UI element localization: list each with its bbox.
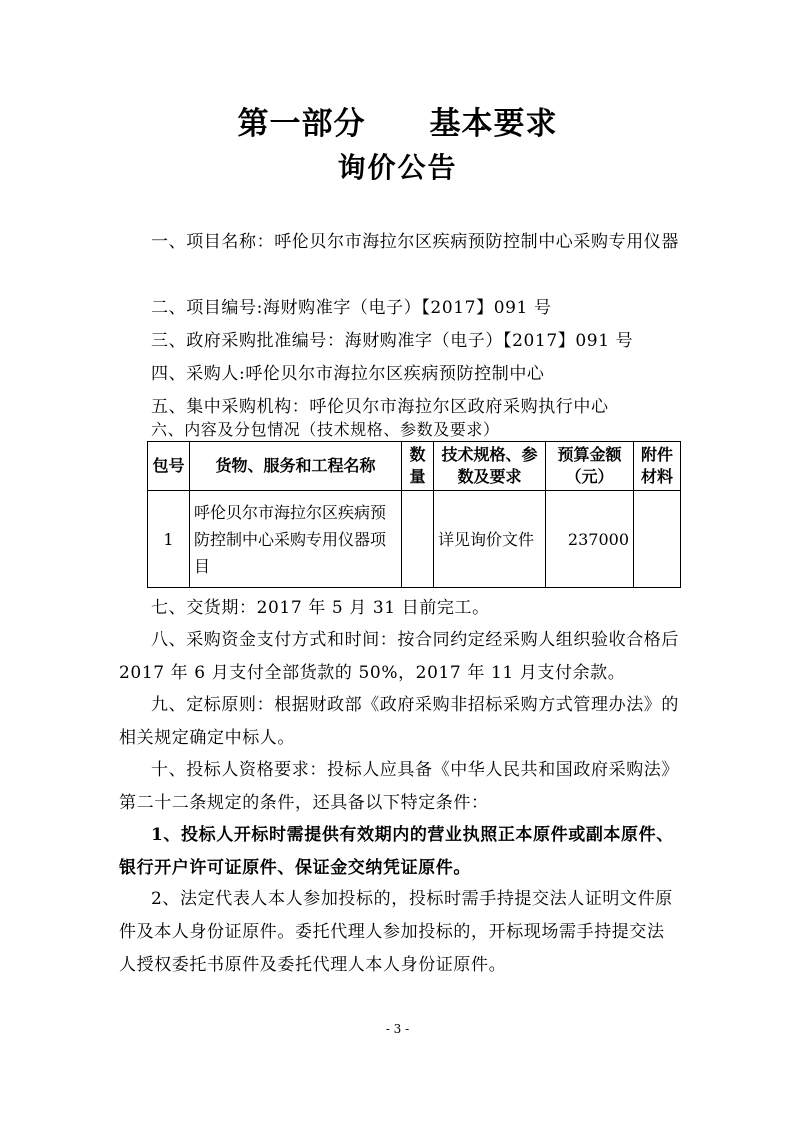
notice-title: 询价公告 (337, 151, 458, 184)
table-row (148, 491, 681, 588)
cell-package: 1 (148, 491, 190, 588)
bidder-qualification: 十、投标人资格要求：投标人应具备《中华人民共和国政府采购法》第二十二条规定的条件，还具备以下特定条件： (119, 760, 679, 813)
project-number: 二、项目编号:海财购准字（电子）【2017】091 号 (151, 298, 552, 318)
cell-attachments (634, 491, 681, 588)
approval-number: 三、政府采购批准编号：海财购准字（电子）【2017】091 号 (151, 331, 634, 351)
award-principle: 九、定标原则：根据财政部《政府采购非招标采购方式管理办法》的相关规定确定中标人。 (119, 695, 679, 748)
header-quantity: 数量 (402, 442, 434, 491)
requirement-2: 2、法定代表人本人参加投标的，投标时需手持提交法人证明文件原件及本人身份证原件。委托代理人参加投标的，开标现场需手持提交法人授权委托书原件及委托代理人本人身份证原件。 (119, 889, 673, 975)
part-title: 第一部分 基本要求 (237, 106, 558, 142)
cell-quantity (402, 491, 434, 588)
cell-budget: 237000 (546, 491, 634, 588)
header-budget: 预算金额（元） (546, 442, 634, 491)
page-number: - 3 - (385, 1022, 410, 1036)
purchaser: 四、采购人:呼伦贝尔市海拉尔区疾病预防控制中心 (151, 364, 545, 384)
cell-spec: 详见询价文件 (434, 491, 546, 588)
delivery-period: 七、交货期：2017 年 5 月 31 日前完工。 (151, 598, 490, 618)
procurement-agency: 五、集中采购机构：呼伦贝尔市海拉尔区政府采购执行中心 (151, 397, 609, 417)
package-table (147, 441, 681, 588)
header-goods-name: 货物、服务和工程名称 (190, 442, 402, 491)
header-attachments: 附件材料 (634, 442, 681, 491)
header-package: 包号 (148, 442, 190, 491)
payment-terms: 八、采购资金支付方式和时间：按合同约定经采购人组织验收合格后 2017 年 6 月支付全部货款的 50%，2017 年 11 月支付余款。 (119, 630, 679, 683)
table-header-row (148, 442, 681, 491)
package-caption: 六、内容及分包情况（技术规格、参数及要求） (151, 420, 500, 439)
cell-goods-name: 呼伦贝尔市海拉尔区疾病预防控制中心采购专用仪器项目 (190, 491, 402, 588)
requirement-1: 1、投标人开标时需提供有效期内的营业执照正本原件或副本原件、银行开户许可证原件、保证金交纳凭证原件。 (119, 825, 674, 878)
header-spec: 技术规格、参数及要求 (434, 442, 546, 491)
project-name: 一、项目名称：呼伦贝尔市海拉尔区疾病预防控制中心采购专用仪器 (151, 232, 679, 252)
